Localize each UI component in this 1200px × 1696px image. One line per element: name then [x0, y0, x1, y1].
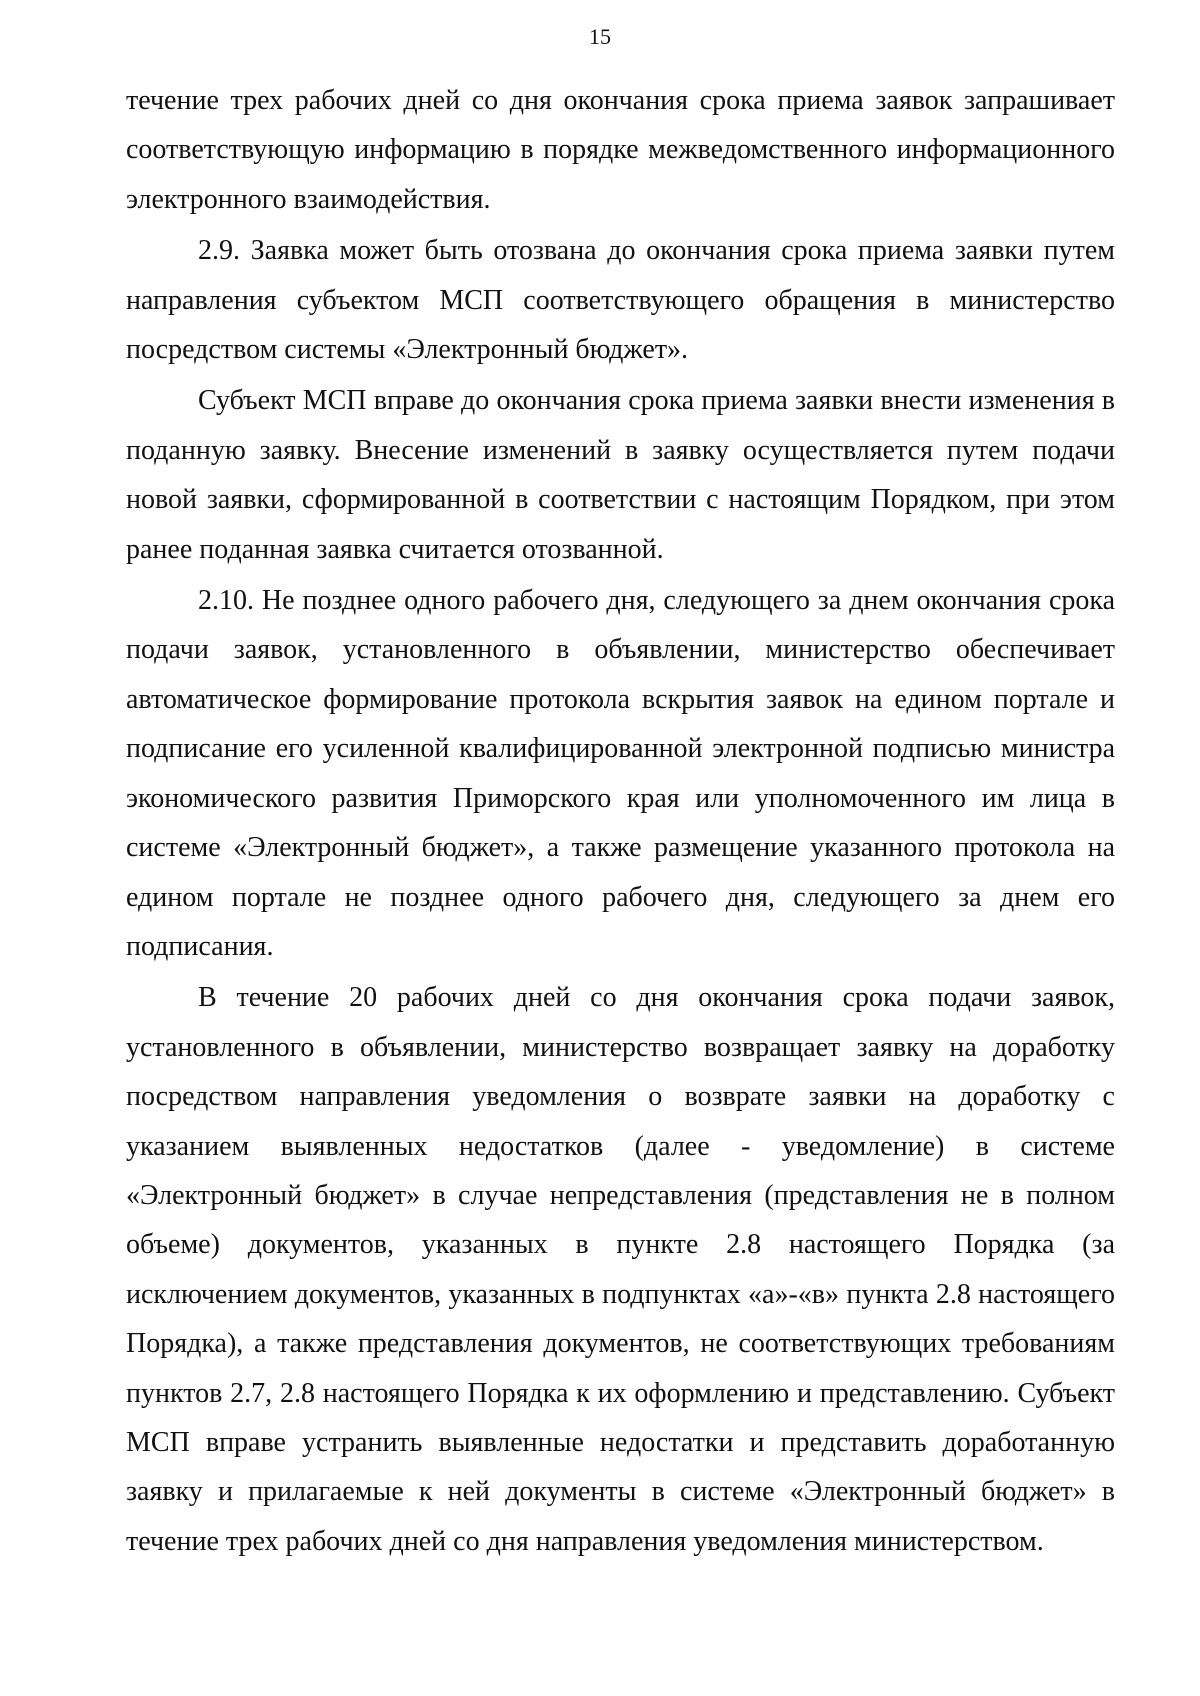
document-body [126, 76, 1115, 1568]
paragraph-2-9: 2.9. Заявка может быть отозвана до окончания срока приема заявки путем направления субъектом МСП соответствующего обращения в министерство посредством системы «Электронный бюджет». [126, 235, 1115, 366]
page-number: 15 [589, 24, 611, 49]
paragraph-2-10: 2.10. Не позднее одного рабочего дня, следующего за днем окончания срока подачи заявок, установленного в объявлении, министерство обеспечивает автоматическое формирование протокола вскрытия заявок на едином портале и подписание его усиленной квалифицированной электронной подписью министра экономического развития Приморского края или уполномоченного им лица в системе «Электронный бюджет», а также размещение указанного протокола на едином портале не позднее одного рабочего дня, следующего за днем его подписания. [126, 585, 1115, 962]
paragraph-return-for-revision: В течение 20 рабочих дней со дня окончания срока подачи заявок, установленного в объявлении, министерство возвращает заявку на доработку посредством направления уведомления о возврате заявки на доработку с указанием выявленных недостатков (далее - уведомление) в системе «Электронный бюджет» в случае непредставления (представления не в полном объеме) документов, указанных в пункте 2.8 настоящего Порядка (за исключением документов, указанных в подпунктах «а»-«в» пункта 2.8 настоящего Порядка), а также представления документов, не соответствующих требованиям пунктов 2.7, 2.8 настоящего Порядка к их оформлению и представлению. Субъект МСП вправе устранить выявленные недостатки и представить доработанную заявку и прилагаемые к ней документы в системе «Электронный бюджет» в течение трех рабочих дней со дня направления уведомления министерством. [126, 982, 1115, 1557]
paragraph-msp-changes: Субъект МСП вправе до окончания срока приема заявки внести изменения в поданную заявку. Внесение изменений в заявку осуществляется путем подачи новой заявки, сформированной в соответствии с настоящим Порядком, при этом ранее поданная заявка считается отозванной. [126, 385, 1115, 565]
paragraph-continuation: течение трех рабочих дней со дня окончания срока приема заявок запрашивает соответствующую информацию в порядке межведомственного информационного электронного взаимодействия. [126, 85, 1115, 215]
